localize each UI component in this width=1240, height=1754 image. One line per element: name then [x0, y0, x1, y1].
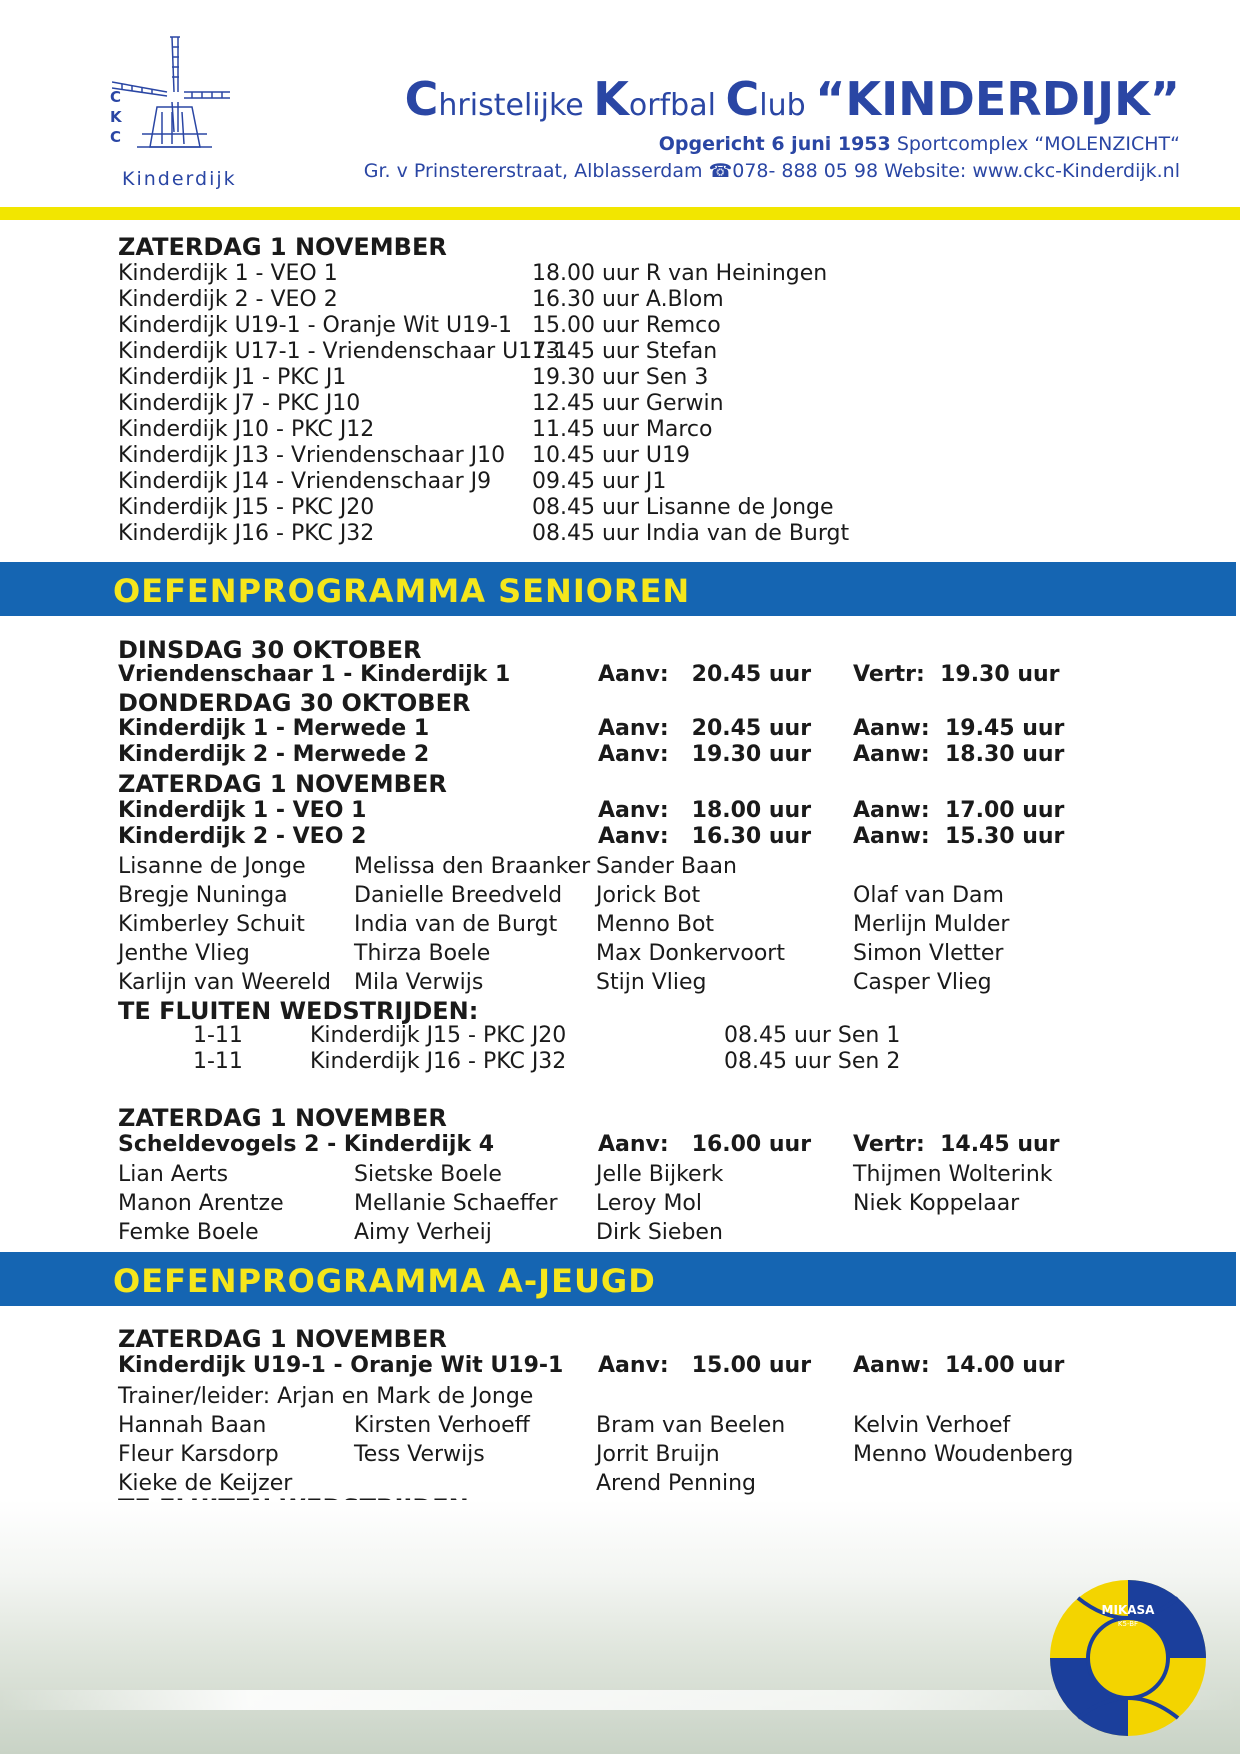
match-meet: Aanw: 19.45 uur: [853, 716, 1065, 741]
match-title: Kinderdijk 1 - VEO 1: [118, 798, 367, 823]
match-title: Scheldevogels 2 - Kinderdijk 4: [118, 1132, 495, 1157]
home-match: Kinderdijk J13 - Vriendenschaar J10: [118, 443, 506, 468]
player-name: Fleur Karsdorp: [118, 1442, 279, 1467]
home-match-info: 08.45 uur Lisanne de Jonge: [532, 495, 834, 520]
home-info: [532, 261, 849, 547]
fluiten-date: 1-11: [193, 1049, 243, 1074]
player-name: Jelle Bijkerk: [596, 1162, 724, 1187]
player-name: Menno Bot: [596, 912, 715, 937]
club-title: Christelijke Korfbal Club “KINDERDIJK”: [404, 72, 1180, 126]
player-name: Mila Verwijs: [354, 970, 484, 995]
player-name: Kimberley Schuit: [118, 912, 305, 937]
home-match: Kinderdijk J15 - PKC J20: [118, 495, 375, 520]
match-meet: Aanw: 17.00 uur: [853, 798, 1065, 823]
korfball-image: [1048, 1578, 1208, 1738]
player-name: Sander Baan: [596, 854, 737, 879]
header-divider: [0, 207, 1240, 220]
home-match: Kinderdijk U17-1 - Vriendenschaar U17-1: [118, 339, 569, 364]
player-name: Aimy Verheij: [354, 1220, 492, 1245]
player-name: Dirk Sieben: [596, 1220, 723, 1245]
match-aanvang: Aanv: 20.45 uur: [598, 716, 812, 741]
fluiten-date: 1-11: [193, 1023, 243, 1048]
match-aanvang: Aanv: 16.30 uur: [598, 824, 812, 849]
player-name: Casper Vlieg: [853, 970, 992, 995]
home-match: Kinderdijk J14 - Vriendenschaar J9: [118, 469, 492, 494]
player-name: Niek Koppelaar: [853, 1191, 1020, 1216]
day-heading: DINSDAG 30 OKTOBER: [118, 636, 422, 664]
match-aanvang: Aanv: 16.00 uur: [598, 1132, 812, 1157]
fluiten-info: 08.45 uur Sen 1: [724, 1023, 901, 1048]
player-name: Menno Woudenberg: [853, 1442, 1074, 1467]
player-name: Kelvin Verhoef: [853, 1413, 1011, 1438]
match-title: Vriendenschaar 1 - Kinderdijk 1: [118, 662, 511, 687]
home-match-info: 19.30 uur Sen 3: [532, 365, 709, 390]
player-name: India van de Burgt: [354, 912, 558, 937]
home-match-info: 09.45 uur J1: [532, 469, 667, 494]
match-aanvang: Aanv: 18.00 uur: [598, 798, 812, 823]
home-match-info: 12.45 uur Gerwin: [532, 391, 724, 416]
player-name: Manon Arentze: [118, 1191, 284, 1216]
logo-letter: C: [110, 128, 122, 146]
club-logo: [112, 32, 262, 192]
fluiten-info: 08.45 uur Sen 2: [724, 1049, 901, 1074]
home-match-info: 13.45 uur Stefan: [532, 339, 718, 364]
home-match-info: 08.45 uur India van de Burgt: [532, 521, 850, 546]
home-match: Kinderdijk 2 - VEO 2: [118, 287, 338, 312]
home-match-info: 11.45 uur Marco: [532, 417, 713, 442]
match-aanvang: Aanv: 20.45 uur: [598, 662, 812, 687]
day-heading: ZATERDAG 1 NOVEMBER: [118, 1104, 447, 1132]
player-name: Jenthe Vlieg: [118, 941, 250, 966]
player-name: Danielle Breedveld: [354, 883, 563, 908]
home-match: Kinderdijk 1 - VEO 1: [118, 261, 338, 286]
player-name: Arend Penning: [596, 1471, 756, 1496]
player-name: Lisanne de Jonge: [118, 854, 306, 879]
club-subtitle: Opgericht 6 juni 1953 Sportcomplex “MOLENZICHT“: [658, 133, 1180, 155]
match-meet: Aanw: 14.00 uur: [853, 1353, 1065, 1378]
match-title: Kinderdijk 2 - Merwede 2: [118, 742, 430, 767]
player-name: Max Donkervoort: [596, 941, 785, 966]
player-name: Bram van Beelen: [596, 1413, 786, 1438]
player-name: Lian Aerts: [118, 1162, 229, 1187]
player-name: Merlijn Mulder: [853, 912, 1010, 937]
player-name: Mellanie Schaeffer: [354, 1191, 558, 1216]
match-meet: Vertr: 19.30 uur: [853, 662, 1060, 687]
home-match-info: 10.45 uur U19: [532, 443, 690, 468]
section-band-senioren: OEFENPROGRAMMA SENIOREN: [0, 562, 1236, 616]
match-aanvang: Aanv: 15.00 uur: [598, 1353, 812, 1378]
logo-text: Kinderdijk: [122, 168, 237, 190]
day-heading: ZATERDAG 1 NOVEMBER: [118, 233, 447, 261]
match-aanvang: Aanv: 19.30 uur: [598, 742, 812, 767]
match-title: Kinderdijk 2 - VEO 2: [118, 824, 367, 849]
day-heading: ZATERDAG 1 NOVEMBER: [118, 1325, 447, 1353]
ball-model: K5-BF: [1117, 1620, 1139, 1628]
fluiten-heading: TE FLUITEN WEDSTRIJDEN:: [118, 997, 479, 1025]
player-name: Jorick Bot: [596, 883, 701, 908]
player-name: Kirsten Verhoeff: [354, 1413, 530, 1438]
player-name: Karlijn van Weereld: [118, 970, 331, 995]
player-name: Leroy Mol: [596, 1191, 702, 1216]
player-name: Jorrit Bruijn: [596, 1442, 720, 1467]
home-matches: [118, 261, 568, 547]
player-name: Hannah Baan: [118, 1413, 267, 1438]
logo-letter: K: [110, 108, 122, 126]
match-title: Kinderdijk U19-1 - Oranje Wit U19-1: [118, 1353, 564, 1378]
section-band-ajeugd: OEFENPROGRAMMA A-JEUGD: [0, 1252, 1236, 1306]
day-heading: DONDERDAG 30 OKTOBER: [118, 689, 471, 717]
home-match-info: 18.00 uur R van Heiningen: [532, 261, 828, 286]
player-name: Femke Boele: [118, 1220, 259, 1245]
match-meet: Vertr: 14.45 uur: [853, 1132, 1060, 1157]
player-name: Thirza Boele: [354, 941, 491, 966]
phone-icon: ☎: [708, 160, 733, 182]
match-meet: Aanw: 18.30 uur: [853, 742, 1065, 767]
home-match: Kinderdijk J16 - PKC J32: [118, 521, 375, 546]
player-name: Tess Verwijs: [354, 1442, 485, 1467]
player-name: Sietske Boele: [354, 1162, 502, 1187]
match-title: Kinderdijk 1 - Merwede 1: [118, 716, 430, 741]
home-match: Kinderdijk U19-1 - Oranje Wit U19-1: [118, 313, 512, 338]
fluiten-match: Kinderdijk J16 - PKC J32: [310, 1049, 567, 1074]
player-name: Thijmen Wolterink: [853, 1162, 1053, 1187]
player-name: Simon Vletter: [853, 941, 1004, 966]
player-name: Olaf van Dam: [853, 883, 1004, 908]
home-match-info: 16.30 uur A.Blom: [532, 287, 724, 312]
trainer-line: Trainer/leider: Arjan en Mark de Jonge: [118, 1384, 534, 1409]
player-name: Stijn Vlieg: [596, 970, 707, 995]
home-match: Kinderdijk J1 - PKC J1: [118, 365, 347, 390]
ball-brand: MIKASA: [1101, 1603, 1155, 1617]
home-match: Kinderdijk J7 - PKC J10: [118, 391, 361, 416]
ball-icon: [1048, 1578, 1208, 1738]
player-name: Kieke de Keijzer: [118, 1471, 293, 1496]
club-address: Gr. v Prinstererstraat, Alblasserdam ☎078- 888 05 98 Website: www.ckc-Kinderdijk.nl: [363, 160, 1180, 182]
player-name: Bregje Nuninga: [118, 883, 288, 908]
fluiten-match: Kinderdijk J15 - PKC J20: [310, 1023, 567, 1048]
day-heading: ZATERDAG 1 NOVEMBER: [118, 770, 447, 798]
home-match-info: 15.00 uur Remco: [532, 313, 721, 338]
logo-letter: C: [110, 88, 122, 106]
match-meet: Aanw: 15.30 uur: [853, 824, 1065, 849]
home-match: Kinderdijk J10 - PKC J12: [118, 417, 375, 442]
player-name: Melissa den Braanker: [354, 854, 591, 879]
